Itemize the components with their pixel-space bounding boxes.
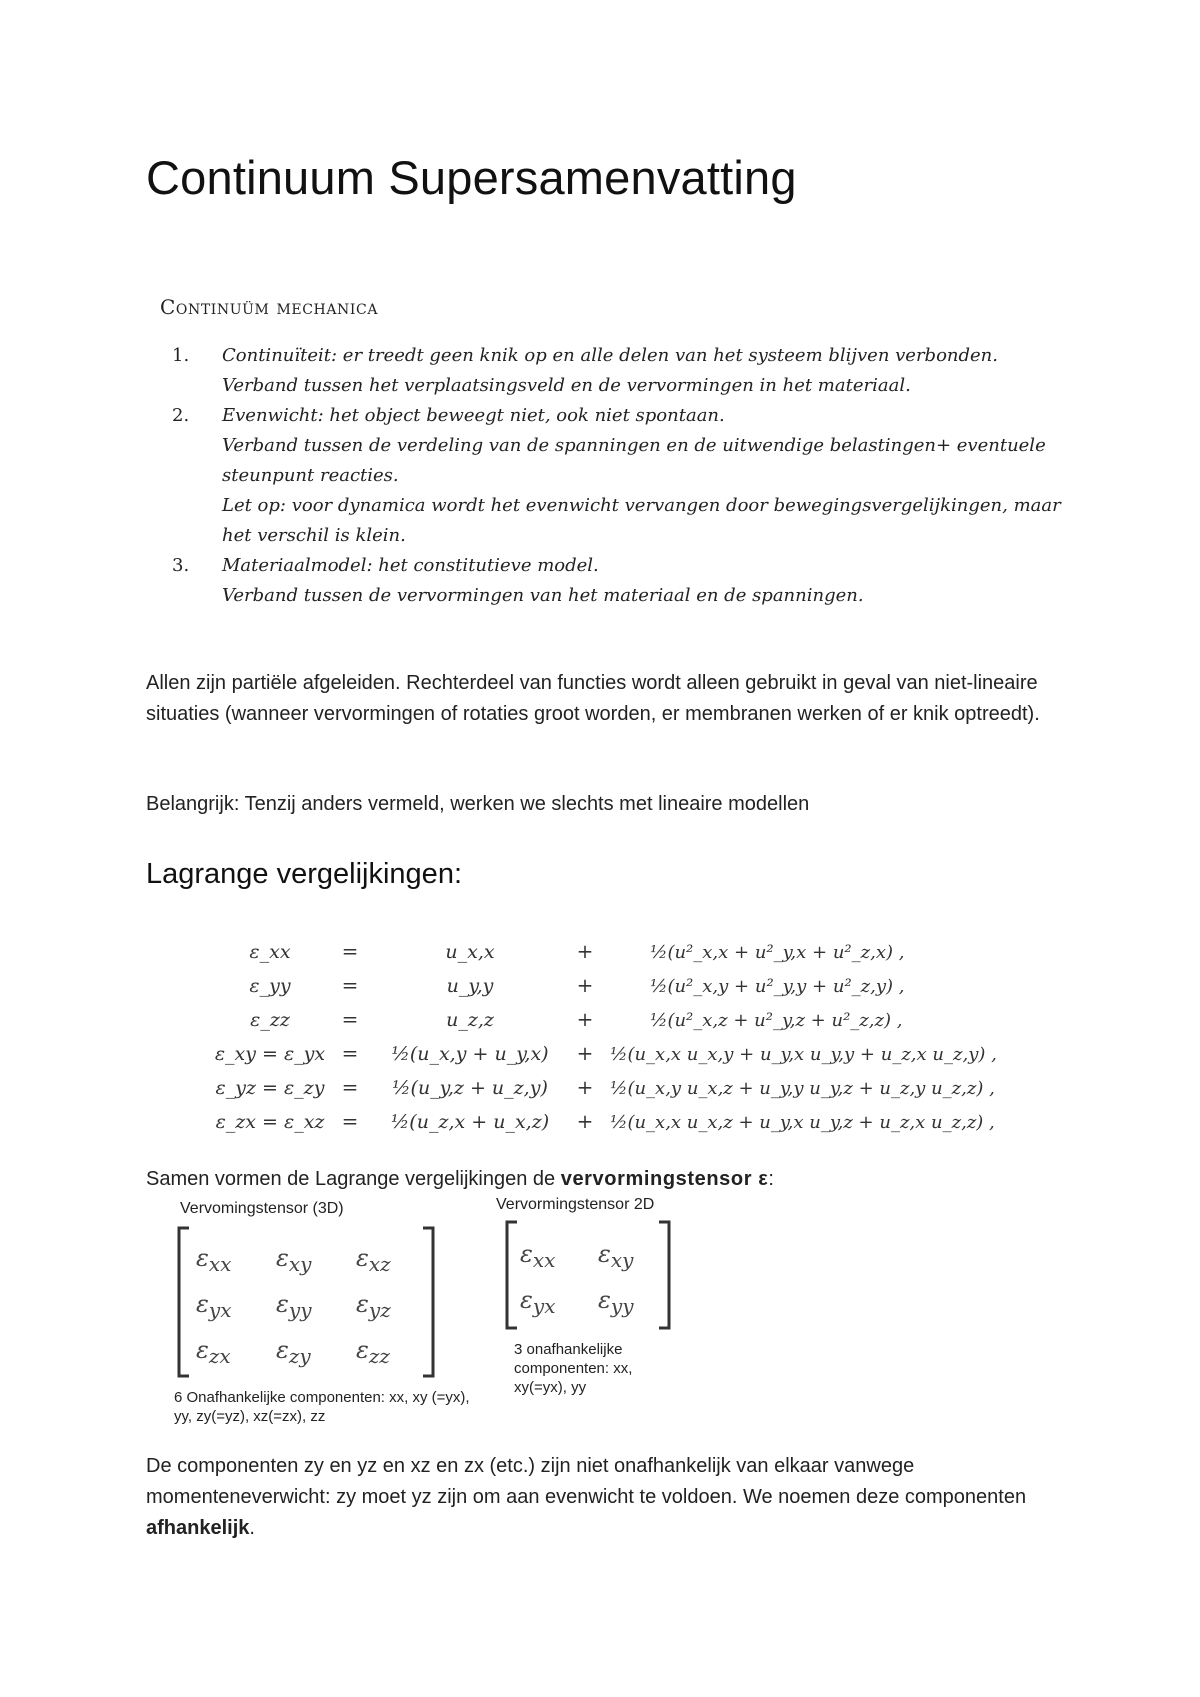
right-bracket [659, 1222, 669, 1328]
equals-sign: = [341, 1041, 359, 1065]
paragraph-important: Belangrijk: Tenzij anders vermeld, werken we slechts met lineaire modellen [146, 793, 810, 815]
left-bracket [507, 1222, 517, 1328]
equals-sign: = [341, 939, 359, 963]
mechanics-heading: Continuüm mechanica [160, 295, 379, 319]
mechanics-list [160, 341, 1070, 611]
equals-sign: = [341, 1007, 359, 1031]
item-line: Let op: voor dynamica wordt het evenwicht vervangen door bewegingsvergelijkingen, maar het verschil is klein. [222, 495, 1061, 546]
item-line: Verband tussen de vervormingen van het materiaal en de spanningen. [222, 585, 864, 606]
item-number: 3. [172, 555, 190, 576]
list-item [160, 341, 1070, 401]
item-line: Evenwicht: het object beweegt niet, ook niet spontaan. [222, 405, 725, 426]
lagrange-heading: Lagrange vergelijkingen: [146, 858, 462, 890]
paragraph-partial-derivatives: Allen zijn partiële afgeleiden. Rechterdeel van functies wordt alleen gebruikt in geval van niet-lineaire situaties (wanneer vervormingen of rotaties groot worden, er membranen werken of er knik optreedt). [146, 672, 1040, 725]
plus-sign: + [576, 939, 594, 963]
item-number: 1. [172, 345, 190, 366]
plus-sign: + [576, 1075, 594, 1099]
equals-sign: = [341, 1109, 359, 1133]
equation-lhs: ε_zx = ε_xz [215, 1111, 325, 1133]
plus-sign: + [576, 1041, 594, 1065]
matrix-cell: $\varepsilon_{xy}$ [598, 1240, 634, 1273]
left-bracket [179, 1228, 189, 1376]
matrix-cell: $\varepsilon_{xy}$ [276, 1244, 312, 1277]
equation-linear-term: u_z,z [446, 1009, 494, 1031]
matrix-cell: $\varepsilon_{yy}$ [598, 1286, 634, 1319]
paragraph-dependent-components: De componenten zy en yz en xz en zx (etc.) zijn niet onafhankelijk van elkaar vanwege momenteneverwicht: zy moet yz zijn om aan evenwicht te voldoen. We noemen deze componenten afhankelijk. [146, 1455, 1027, 1539]
equation-linear-term: ½(u_z,x + u_x,z) [390, 1111, 550, 1133]
matrix-cell: $\varepsilon_{xz}$ [356, 1244, 391, 1277]
equation-linear-term: u_y,y [446, 975, 494, 997]
tensor2d-label: Vervormingstensor 2D [496, 1196, 655, 1213]
tensor3d-label: Vervomingstensor (3D) [180, 1200, 344, 1217]
tensor2d-note: 3 onafhankelijke componenten: xx, xy(=yx), yy [514, 1341, 633, 1396]
tensor3d-matrix [176, 1226, 436, 1378]
matrix-cell: $\varepsilon_{yy}$ [276, 1290, 312, 1323]
page-title: Continuum Supersamenvatting [146, 151, 797, 204]
tensor3d-note: 6 Onafhankelijke componenten: xx, xy (=yx), yy, zy(=yz), xz(=zx), zz [174, 1389, 470, 1425]
paragraph-tensor-intro: Samen vormen de Lagrange vergelijkingen de vervormingstensor ε: [146, 1168, 774, 1190]
item-line: Materiaalmodel: het constitutieve model. [222, 555, 599, 576]
list-item [160, 551, 1070, 611]
item-number: 2. [172, 405, 190, 426]
equation-nonlinear-term: ½(u_x,x u_x,z + u_y,x u_y,z + u_z,x u_z,z) , [610, 1112, 995, 1133]
right-bracket [423, 1228, 433, 1376]
tensor2d-matrix [504, 1220, 674, 1330]
equation-nonlinear-term: ½(u²_x,x + u²_y,x + u²_z,x) , [650, 942, 905, 963]
matrix-cell: $\varepsilon_{yz}$ [356, 1290, 391, 1323]
matrix-cell: $\varepsilon_{xx}$ [520, 1240, 556, 1273]
item-line: Verband tussen de verdeling van de spanningen en de uitwendige belastingen+ eventuele steunpunt reacties. [222, 435, 1046, 486]
equation-linear-term: ½(u_y,z + u_z,y) [392, 1077, 548, 1099]
equation-lhs: ε_yy [249, 975, 291, 997]
equation-lhs: ε_zz [250, 1009, 290, 1031]
equation-lhs: ε_xy = ε_yx [214, 1043, 326, 1065]
equation-lhs: ε_yz = ε_zy [215, 1077, 325, 1099]
equations-svg [170, 930, 1070, 1140]
plus-sign: + [576, 1007, 594, 1031]
equals-sign: = [341, 973, 359, 997]
equation-nonlinear-term: ½(u²_x,y + u²_y,y + u²_z,y) , [650, 976, 905, 997]
matrix-cell: $\varepsilon_{zx}$ [196, 1336, 231, 1369]
equation-nonlinear-term: ½(u²_x,z + u²_y,z + u²_z,z) , [650, 1010, 903, 1031]
item-line: Continuïteit: er treedt geen knik op en alle delen van het systeem blijven verbonden. [222, 345, 998, 366]
bold-term: afhankelijk [146, 1517, 250, 1539]
equation-linear-term: u_x,x [445, 941, 495, 963]
matrix-cell: $\varepsilon_{yx}$ [520, 1286, 556, 1319]
equation-lhs: ε_xx [249, 941, 291, 963]
mechanics-excerpt [160, 295, 1070, 611]
equation-nonlinear-term: ½(u_x,y u_x,z + u_y,y u_y,z + u_z,y u_z,z) , [610, 1078, 995, 1099]
item-line: Verband tussen het verplaatsingsveld en de vervormingen in het materiaal. [222, 375, 911, 396]
equals-sign: = [341, 1075, 359, 1099]
equation-nonlinear-term: ½(u_x,x u_x,y + u_y,x u_y,y + u_z,x u_z,y) , [610, 1044, 997, 1065]
matrix-cell: $\varepsilon_{yx}$ [196, 1290, 232, 1323]
equation-linear-term: ½(u_x,y + u_y,x) [391, 1043, 549, 1065]
plus-sign: + [576, 1109, 594, 1133]
list-item [160, 401, 1070, 551]
lagrange-equations [170, 930, 1070, 1140]
bold-term: vervormingstensor ε [560, 1168, 769, 1190]
plus-sign: + [576, 973, 594, 997]
matrix-cell: $\varepsilon_{zy}$ [276, 1336, 311, 1369]
matrix-cell: $\varepsilon_{zz}$ [356, 1336, 390, 1369]
matrix-cell: $\varepsilon_{xx}$ [196, 1244, 232, 1277]
